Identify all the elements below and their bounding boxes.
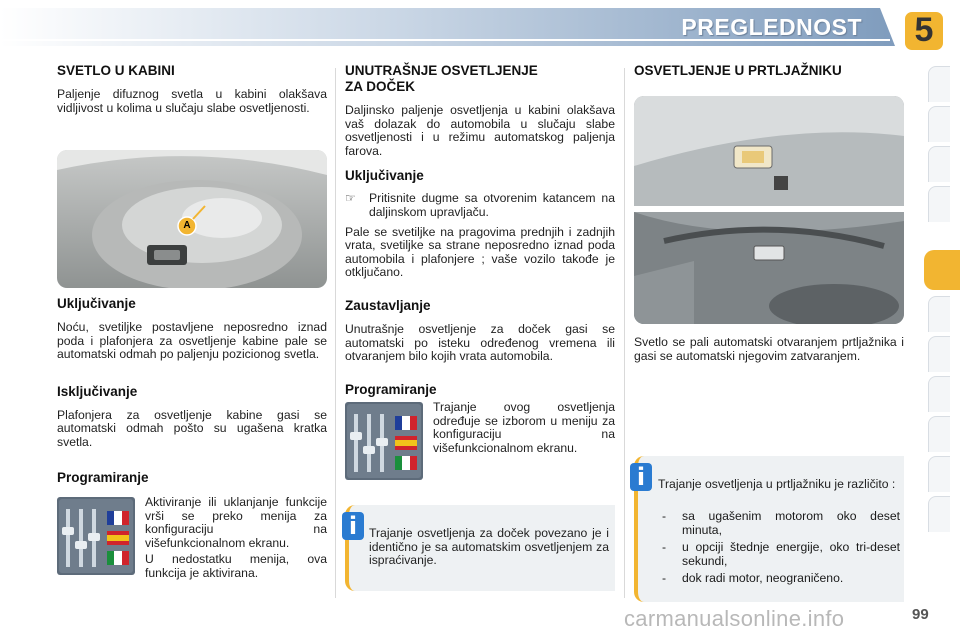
cabin-light-controls: [57, 296, 327, 486]
info-icon: i: [342, 512, 364, 540]
boot-light-photo: [634, 96, 904, 324]
info-icon: i: [630, 463, 652, 491]
chapter-tab[interactable]: [928, 186, 950, 222]
chapter-tab-strip: [928, 66, 960, 626]
section-intro: Paljenje difuznog svetla u kabini olakšava vidljivost u kolima u slučaju slabe osvetljenosti.: [57, 87, 327, 115]
chapter-tab-active[interactable]: [924, 250, 960, 290]
settings-menu-icon: [57, 497, 135, 575]
section-intro: Daljinsko paljenje osvetljenja u kabini olakšava vaš dolazak do automobila u slučaju slabe osvetljenosti i u režimu automatskog paljenja farova.: [345, 103, 615, 158]
chapter-tab[interactable]: [928, 336, 950, 372]
info-note-intro: Trajanje osvetljenja u prtljažniku je različito :: [658, 477, 896, 491]
list-item: - sa ugašenim motorom oko deset minuta,: [658, 510, 900, 537]
chapter-tab[interactable]: [928, 296, 950, 332]
boot-light-description: [634, 336, 904, 363]
instruction-text: Pritisnite dugme sa otvorenim katancem na daljinskom upravljaču.: [369, 191, 615, 219]
chapter-title: PREGLEDNOST: [681, 14, 862, 40]
info-note-box: [345, 505, 615, 591]
subsection-text: U nedostatku menija, ova funkcija je aktivirana.: [145, 552, 327, 580]
section-title: OSVETLJENJE U PRTLJAŽNIKU: [634, 63, 842, 78]
chapter-number: 5: [914, 11, 934, 49]
page-number: 99: [912, 606, 929, 623]
column-divider: [624, 68, 625, 598]
subsection-title: Uključivanje: [57, 296, 136, 311]
subsection-title: Isključivanje: [57, 383, 138, 399]
section-title-line2: ZA DOČEK: [345, 79, 415, 94]
subsection-text: Aktiviranje ili uklanjanje funkcije vrši se preko menija za konfiguraciju na višefunkcionalnom ekranu.: [145, 495, 327, 550]
subsection-text: Trajanje ovog osvetljenja određuje se izborom u meniju za konfiguraciju na višefunkcionalnom ekranu.: [433, 400, 615, 455]
section-title: SVETLO U KABINI: [57, 63, 175, 78]
programming-text-block: [433, 401, 615, 455]
chapter-tab[interactable]: [928, 456, 950, 492]
instruction-bullet: [345, 192, 615, 219]
subsection-title: Uključivanje: [345, 168, 424, 184]
subsection-text: Pale se svetiljke na pragovima prednjih i zadnjih vrata, svetiljke sa strane neposredno iznad poda automobila i plafonjere ; vaše vozilo takođe je otključano.: [345, 224, 615, 280]
subsection-title: Programiranje: [345, 381, 437, 397]
pointing-hand-icon: ☞: [345, 191, 356, 206]
list-item: - dok radi motor, neograničeno.: [658, 572, 900, 586]
chapter-tab[interactable]: [928, 496, 950, 532]
chapter-tab[interactable]: [928, 106, 950, 142]
chapter-tab[interactable]: [928, 66, 950, 102]
subsection-title: Programiranje: [57, 469, 149, 485]
column-divider: [335, 68, 336, 598]
photo-callout-label: A: [183, 220, 191, 231]
section-text: Svetlo se pali automatski otvaranjem prtljažnika i gasi se automatski njegovim zatvaranjem.: [634, 335, 904, 363]
subsection-text: Unutrašnje osvetljenje za doček gasi se automatski po isteku određenog vremena ili otvaranjem bilo kojih vrata automobila.: [345, 321, 615, 364]
watermark-text: carmanualsonline.info: [624, 606, 845, 631]
info-note-text: Trajanje osvetljenja za doček povezano je i identično je sa automatskim osvetljenjem za ispraćivanje.: [369, 526, 609, 568]
chapter-tab[interactable]: [928, 416, 950, 452]
chapter-tab[interactable]: [928, 376, 950, 412]
section-title-line1: UNUTRAŠNJE OSVETLJENJE: [345, 63, 538, 78]
section-boot-light: [634, 58, 904, 79]
cabin-light-photo: [57, 150, 327, 288]
info-note-list: [658, 510, 900, 590]
chapter-tab[interactable]: [928, 146, 950, 182]
list-item: - u opciji štednje energije, oko tri-deset sekundi,: [658, 541, 900, 568]
settings-menu-icon: [345, 402, 423, 480]
programming-text-block: [145, 496, 327, 581]
subsection-text: Plafonjera za osvetljenje kabine gasi se automatski odmah pošto su ugašena kratka svetla.: [57, 407, 327, 449]
info-note-box: [634, 456, 904, 602]
section-welcome-light: [345, 58, 615, 398]
section-cabin-light: [57, 58, 327, 115]
subsection-title: Zaustavljanje: [345, 297, 431, 313]
subsection-text: Noću, svetiljke postavljene neposredno iznad poda i plafonjera za osvetljenje kabine pale se automatski odmah po paljenju pozicionog svetla.: [57, 320, 327, 362]
